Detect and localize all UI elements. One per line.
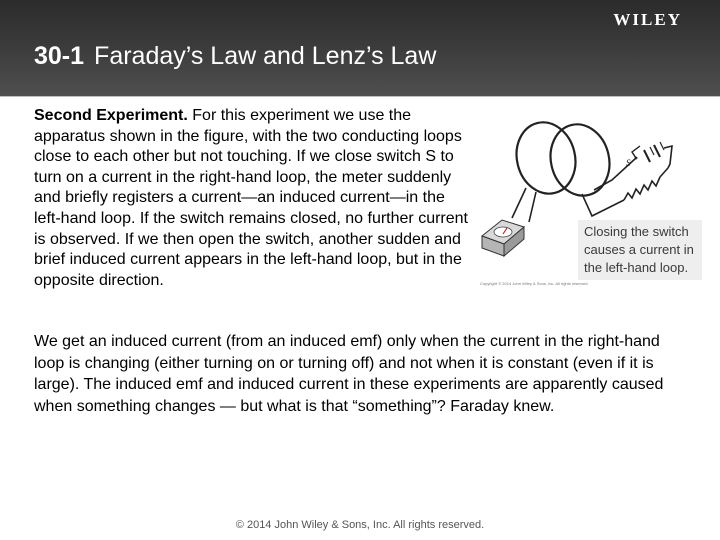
paragraph-lead: Second Experiment.	[34, 107, 188, 124]
paragraph-induced-current: We get an induced current (from an induced emf) only when the current in the right-hand loop is changing (either turning on or turning off) and not when it is constant (even if it is large). The induced emf and induced current in these experiments are apparently caused when something changes — but what is that “something”? Faraday knew.	[34, 333, 664, 415]
figure-copyright: Copyright © 2014 John Wiley & Sons, Inc. All rights reserved.	[480, 281, 589, 286]
switch-pivot	[635, 157, 638, 160]
left-loop-wire-b	[529, 192, 536, 222]
figure-caption: Closing the switch causes a current in the left-hand loop.	[578, 220, 702, 280]
header-divider	[0, 96, 720, 97]
wiley-logo: WILEY	[613, 10, 682, 29]
slide-title	[34, 42, 436, 71]
title-number: 30-1	[34, 42, 85, 70]
switch	[632, 146, 640, 158]
meter	[482, 220, 524, 256]
left-loop	[509, 116, 583, 200]
left-loop-wire-a	[512, 188, 526, 218]
footer-copyright: © 2014 John Wiley & Sons, Inc. All rights reserved.	[235, 519, 485, 531]
battery-lead	[664, 146, 672, 168]
paragraph-body: For this experiment we use the apparatus shown in the figure, with the two conducting loops close to each other but not touching. If we close switch S to turn on a current in the right-hand loop, the meter suddenly and briefly registers a current—an induced current—in the left-hand loop. If the switch remains closed, no further current is observed. If we then open the switch, another sudden and brief induced current appears in the left-hand loop, but in the opposite direction.	[34, 107, 468, 289]
resistor-lead	[660, 168, 668, 177]
paragraph-second-experiment	[34, 106, 474, 291]
right-loop	[543, 118, 617, 202]
battery	[644, 142, 664, 162]
switch-label: S	[626, 158, 631, 168]
right-loop-wire-a	[582, 194, 624, 216]
title-text: Faraday’s Law and Lenz’s Law	[94, 42, 437, 70]
resistor	[624, 177, 660, 200]
